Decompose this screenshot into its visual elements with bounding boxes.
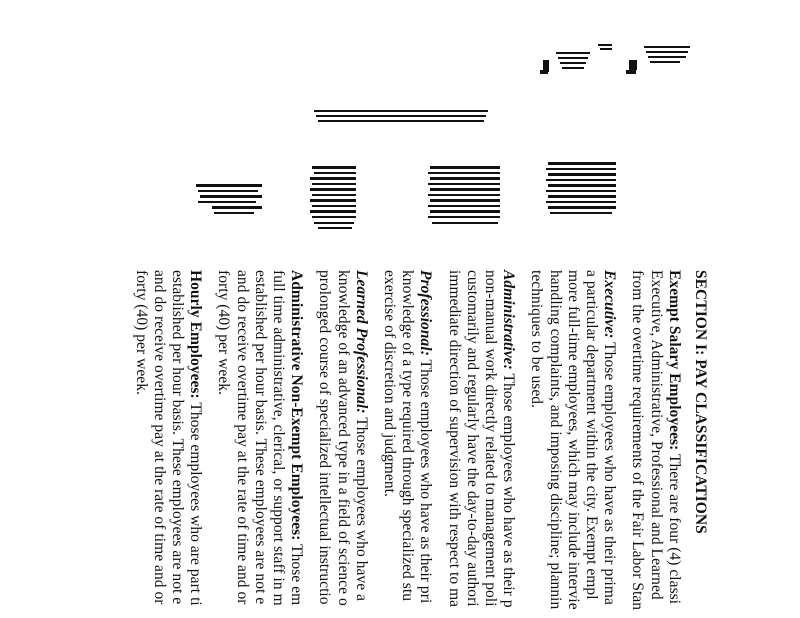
artifact-block-2 xyxy=(310,166,356,229)
paragraph-text: There are four (4) classi xyxy=(665,450,683,605)
paragraph-line xyxy=(287,270,305,618)
paragraph-line: handling complaints, and imposing discipline; plannin xyxy=(546,270,564,610)
artifact-block-3 xyxy=(428,166,500,224)
paragraph-line: customarily and regularly have the day-to-day authori xyxy=(463,270,481,607)
paragraph-line xyxy=(499,270,517,618)
paragraph-line xyxy=(186,270,204,618)
paragraph xyxy=(444,270,517,618)
paragraph-line: forty (40) per week. xyxy=(132,270,150,395)
paragraph-line: from the overtime requirements of the Fair Labor Stan xyxy=(629,270,647,611)
paragraph-line: knowledge of a type required through specialized stu xyxy=(399,270,417,602)
paragraph-text: Those employees who have as their p xyxy=(500,369,518,608)
paragraph xyxy=(131,270,204,618)
paragraph-line: exercise of discretion and judgment. xyxy=(380,270,398,497)
paragraph-line: and do receive overtime pay at the rate of time and or xyxy=(233,270,251,605)
artifact-block-4 xyxy=(546,162,616,214)
document-body xyxy=(121,270,709,618)
paragraph-line: Executive, Administrative, Professional and Learned xyxy=(647,270,665,600)
paragraph xyxy=(380,270,435,618)
paragraph-line: forty (40) per week. xyxy=(215,270,233,395)
paragraph-line xyxy=(416,270,434,618)
paragraph-line: established per hour basis. These employees are not e xyxy=(168,270,186,605)
section-heading: SECTION I: PAY CLASSIFICATIONS xyxy=(692,270,709,534)
paragraph-line: non-manual work directly related to management poli xyxy=(481,270,499,607)
paragraph-text: Those employees who are part ti xyxy=(187,398,205,606)
paragraph-text: Those employees who have as their prima xyxy=(601,338,619,605)
paragraph-term: Hourly Employees: xyxy=(187,270,205,399)
paragraph-list xyxy=(131,270,682,618)
paragraph-line: techniques to be used. xyxy=(528,270,546,408)
paragraph-line xyxy=(665,270,683,618)
paragraph-term: Learned Professional: xyxy=(352,270,370,414)
paragraph-line xyxy=(600,270,618,618)
paragraph xyxy=(628,270,683,618)
paragraph-line: full time administrative, clerical, or support staff in m xyxy=(269,270,287,606)
paragraph-line: and do receive overtime pay at the rate of time and or xyxy=(150,270,168,605)
paragraph xyxy=(315,270,370,618)
paragraph-text: Those employees who have as their pri xyxy=(417,355,435,604)
artifact-block-1 xyxy=(196,184,262,214)
paragraph-term: Exempt Salary Employees: xyxy=(665,270,683,451)
paragraph-line: established per hour basis. These employees are not e xyxy=(251,270,269,605)
paragraph-line xyxy=(352,270,370,618)
paragraph-term: Administrative Non-Exempt Employees: xyxy=(288,270,306,541)
paragraph-line: more full-time employees, which may include intervie xyxy=(564,270,582,610)
paragraph-line: immediate direction of supervision with respect to ma xyxy=(445,270,463,608)
paragraph-line: a particular department within the city. Exempt empl xyxy=(582,270,600,600)
paragraph xyxy=(214,270,305,618)
paragraph-term: Executive: xyxy=(601,270,619,339)
paragraph-text: Those employees who have a xyxy=(352,413,370,602)
paragraph-line: knowledge of an advanced type in a field of science o xyxy=(334,270,352,606)
paragraph xyxy=(527,270,618,618)
paragraph-term: Administrative: xyxy=(500,270,518,370)
paragraph-line: prolonged course of specialized intellectual instructio xyxy=(316,270,334,605)
paragraph-text: Those em xyxy=(288,540,306,606)
header-artifact-marks xyxy=(314,44,690,122)
paragraph-term: Professional: xyxy=(417,270,435,356)
